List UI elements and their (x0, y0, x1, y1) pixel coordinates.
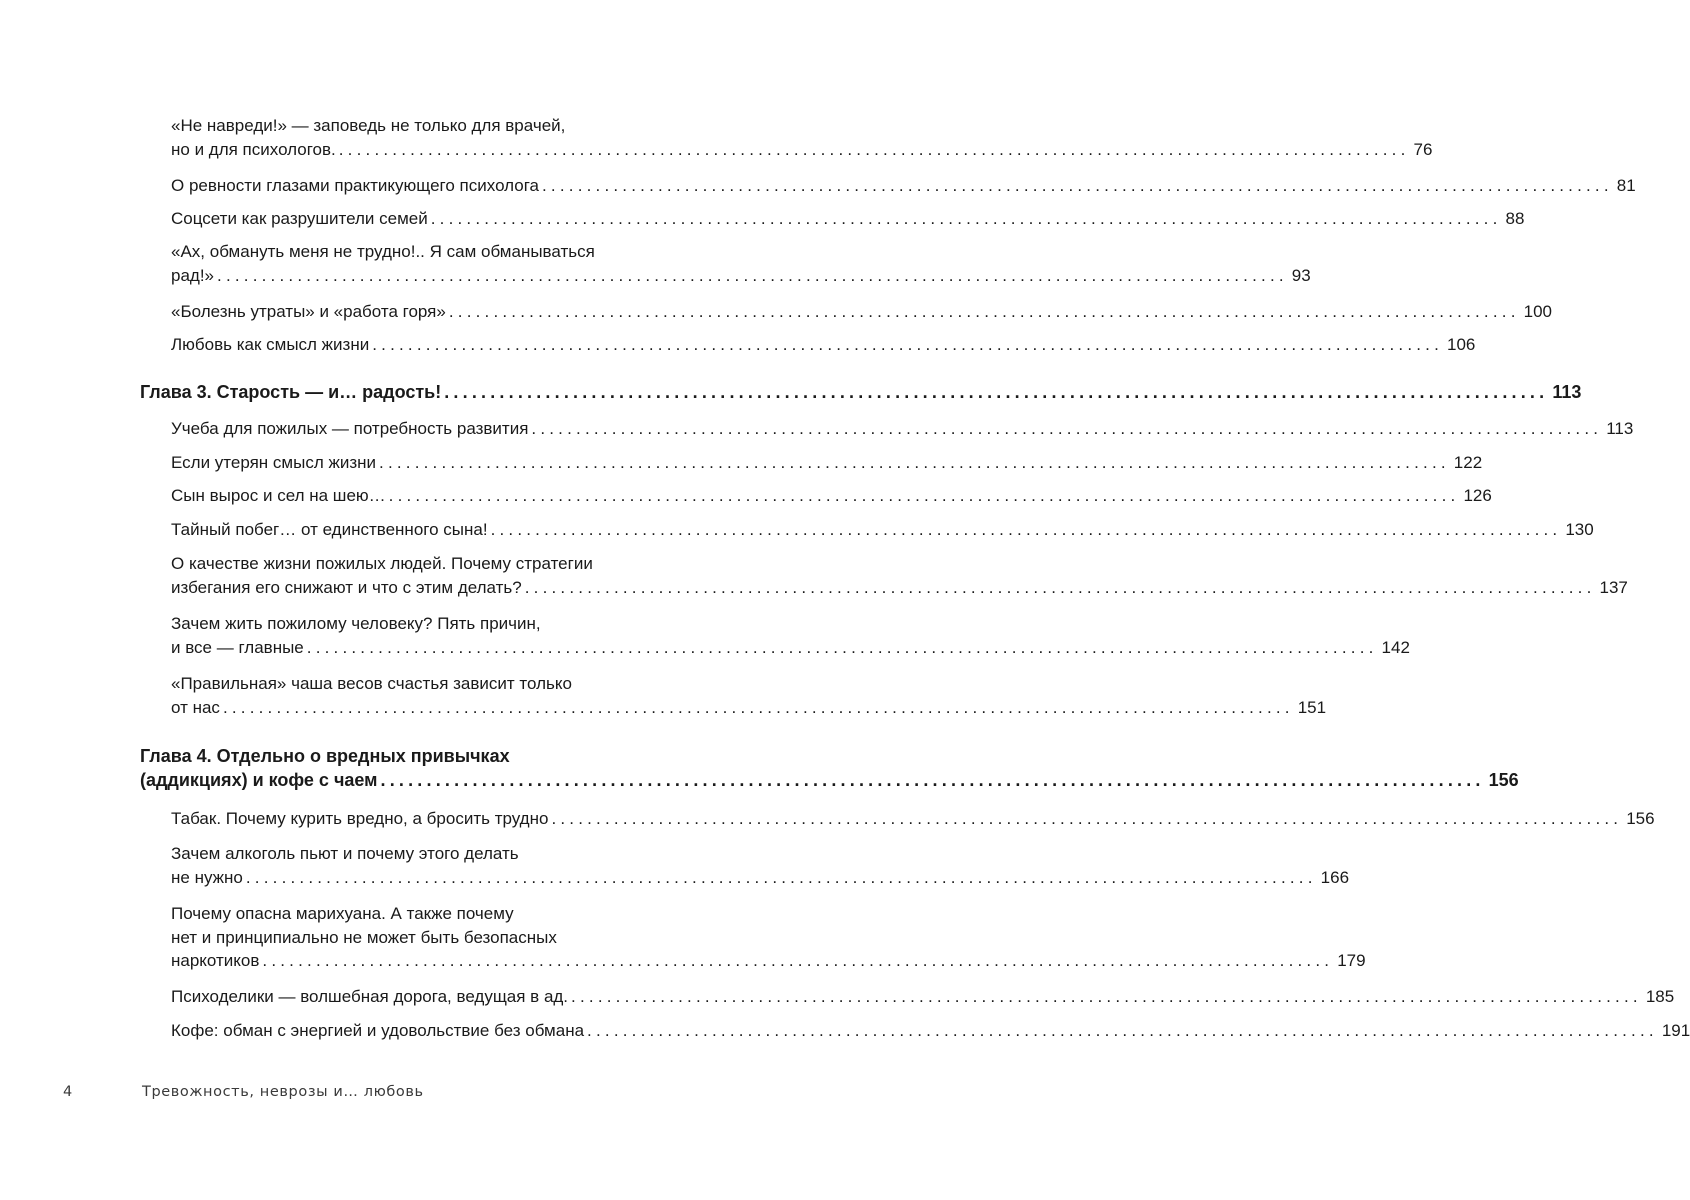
toc-entry (171, 985, 1675, 1009)
toc-page-number: 137 (1599, 577, 1628, 597)
toc-page-number: 185 (1645, 987, 1675, 1006)
dot-leader: ........................................................................................................................ (448, 302, 1520, 321)
toc-page-number: 81 (1616, 176, 1636, 195)
dot-leader: ........................................................................................................................ (262, 951, 1334, 970)
dot-leader: ........................................................................................................................ (430, 209, 1502, 228)
toc-page-number: 126 (1463, 486, 1492, 505)
toc-page-number: 156 (1626, 809, 1655, 828)
dot-leader: ........................................................................................................................ (587, 1021, 1658, 1040)
toc-entry-text: «Ах, обмануть меня не трудно!.. Я сам обманываться (171, 242, 595, 261)
toc-entry-text: наркотиков (171, 951, 260, 970)
toc-entry-text: и все — главные (171, 637, 304, 657)
toc-entry (171, 1019, 1690, 1043)
dot-leader: ........................................................................................................................ (380, 770, 1485, 790)
toc-page-number: 151 (1297, 697, 1327, 717)
toc-chapter (140, 380, 1582, 404)
toc-entry (171, 174, 1636, 198)
dot-leader: ........................................................................................................................ (531, 419, 1603, 438)
toc-chapter-title: Глава 4. Отдельно о вредных привычках (140, 746, 510, 766)
toc-entry (171, 807, 1655, 831)
toc-page-number: 142 (1381, 637, 1410, 657)
toc-chapter (140, 744, 1519, 792)
toc-page-number: 106 (1447, 335, 1476, 354)
toc-page-number: 191 (1661, 1021, 1690, 1040)
dot-leader: ........................................................................................................................ (217, 265, 1288, 285)
dot-leader: ........................................................................................................................ (551, 809, 1623, 828)
toc-entry (171, 207, 1525, 231)
toc-entry-text: Любовь как смысл жизни (171, 335, 370, 354)
toc-chapter-title: (аддикциях) и кофе с чаем (140, 770, 378, 790)
dot-leader: ........................................................................................................................ (245, 867, 1317, 887)
toc-entry (171, 417, 1634, 441)
toc-entry-text: Соцсети как разрушители семей (171, 209, 428, 228)
toc-entry (171, 333, 1476, 357)
toc-entry-text: избегания его снижают и что с этим делать? (171, 577, 522, 597)
toc-entry (171, 484, 1492, 508)
toc-entry (171, 300, 1552, 324)
toc-entry-text: но и для психологов. (171, 139, 336, 159)
toc-entry-text: не нужно (171, 867, 243, 887)
toc-entry-text: Тайный побег… от единственного сына! (171, 520, 488, 539)
toc-entry (171, 240, 1311, 287)
page-number: 4 (63, 1084, 73, 1100)
toc-entry (171, 451, 1483, 475)
toc-page-number: 130 (1565, 520, 1594, 539)
dot-leader: ........................................................................................................................ (372, 335, 1444, 354)
toc-chapter-title: Глава 3. Старость — и… радость! (140, 382, 442, 402)
toc-page-number: 122 (1453, 453, 1483, 472)
dot-leader: ........................................................................................................................ (222, 697, 1294, 717)
toc-entry-text: рад!» (171, 265, 215, 285)
dot-leader: ........................................................................................................................ (388, 486, 1460, 505)
toc-entry (171, 902, 1366, 973)
toc-page-number: 179 (1337, 951, 1366, 970)
toc-entry-text: Психоделики — волшебная дорога, ведущая в ад. (171, 987, 569, 1006)
toc-entry-text: Зачем алкоголь пьют и почему этого делать (171, 844, 519, 863)
running-title: Тревожность, неврозы и… любовь (142, 1084, 424, 1100)
toc-entry-text: «Не навреди!» — заповедь не только для врачей, (171, 116, 566, 135)
toc-entry-text: Почему опасна марихуана. А также почему (171, 904, 514, 923)
dot-leader: ........................................................................................................................ (379, 453, 1450, 472)
toc-entry (171, 842, 1350, 889)
toc-page-number: 156 (1488, 770, 1519, 790)
toc-entry (171, 672, 1327, 719)
toc-entry-text: Кофе: обман с энергией и удовольствие без обмана (171, 1021, 585, 1040)
toc-page-number: 88 (1505, 209, 1525, 228)
dot-leader: ........................................................................................................................ (306, 637, 1378, 657)
toc-entry-text: от нас (171, 697, 220, 717)
toc-entry-text: «Болезнь утраты» и «работа горя» (171, 302, 446, 321)
toc-entry-text: «Правильная» чаша весов счастья зависит только (171, 674, 572, 693)
toc-page-number: 113 (1606, 419, 1634, 438)
toc-entry-text: нет и принципиально не может быть безопасных (171, 927, 557, 947)
dot-leader: ........................................................................................................................ (338, 139, 1410, 159)
toc-entry-text: Если утерян смысл жизни (171, 453, 377, 472)
toc-page-number: 166 (1320, 867, 1350, 887)
dot-leader: ........................................................................................................................ (524, 577, 1596, 597)
toc-entry-text: Сын вырос и сел на шею… (171, 486, 386, 505)
dot-leader: ........................................................................................................................ (571, 987, 1642, 1006)
toc-entry (171, 114, 1433, 161)
toc-page-number: 76 (1413, 139, 1433, 159)
toc-entry-text: О ревности глазами практикующего психолога (171, 176, 539, 195)
toc-entry (171, 518, 1594, 542)
toc-entry (171, 552, 1628, 599)
toc-page-number: 93 (1291, 265, 1311, 285)
toc-entry (171, 612, 1410, 659)
toc-page-number: 100 (1523, 302, 1552, 321)
toc-entry-text: Зачем жить пожилому человеку? Пять причин, (171, 614, 541, 633)
dot-leader: ........................................................................................................................ (490, 520, 1562, 539)
toc-entry-text: О качестве жизни пожилых людей. Почему стратегии (171, 554, 593, 573)
dot-leader: ........................................................................................................................ (444, 382, 1549, 402)
toc-page-number: 113 (1552, 382, 1582, 402)
toc-entry-text: Табак. Почему курить вредно, а бросить трудно (171, 809, 549, 828)
toc-entry-text: Учеба для пожилых — потребность развития (171, 419, 529, 438)
dot-leader: ........................................................................................................................ (542, 176, 1613, 195)
